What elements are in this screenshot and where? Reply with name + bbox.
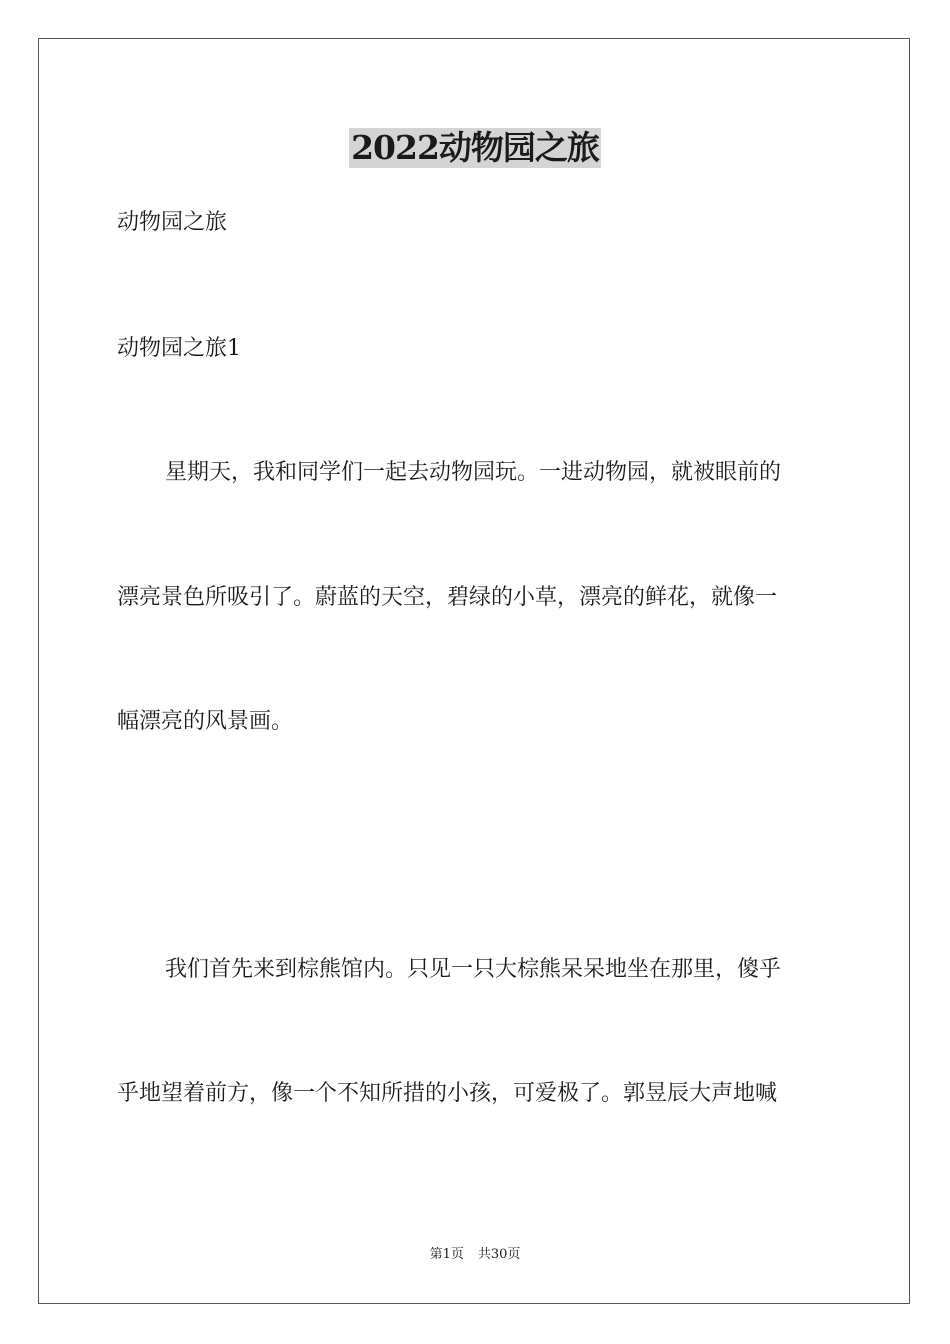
page-number: 第1页 <box>429 1247 464 1262</box>
paragraph-1-line-2: 漂亮景色所吸引了。蔚蓝的天空，碧绿的小草，漂亮的鲜花，就像一 <box>117 585 778 610</box>
paragraph-2-line-1: 我们首先来到棕熊馆内。只见一只大棕熊呆呆地坐在那里，傻乎 <box>165 957 782 982</box>
document-title-text: 2022动物园之旅 <box>351 128 599 167</box>
document-title <box>0 128 950 168</box>
page-footer <box>0 1246 950 1264</box>
subtitle: 动物园之旅 <box>117 210 228 235</box>
paragraph-1-line-1: 星期天，我和同学们一起去动物园玩。一进动物园，就被眼前的 <box>165 460 782 485</box>
paragraph-2-line-2: 乎地望着前方，像一个不知所措的小孩，可爱极了。郭昱辰大声地喊 <box>117 1081 778 1106</box>
section-heading: 动物园之旅1 <box>117 336 241 361</box>
paragraph-1-line-3: 幅漂亮的风景画。 <box>117 709 294 734</box>
total-pages: 共30页 <box>477 1247 521 1262</box>
